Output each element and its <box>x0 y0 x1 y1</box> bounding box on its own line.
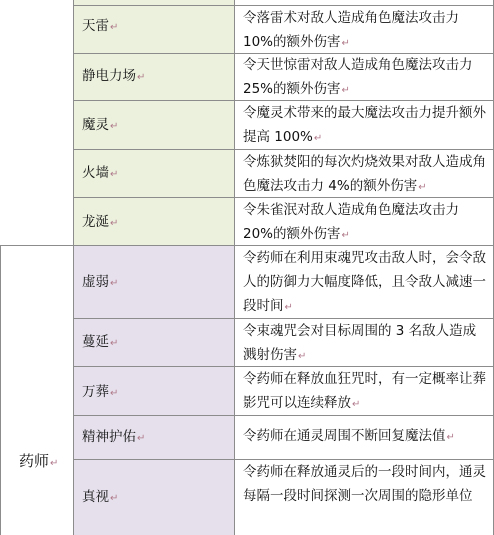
skill-description: 令天世惊雷对敌人造成角色魔法攻击力25%的额外伤害↵ <box>243 57 473 97</box>
skill-name: 龙涎↵ <box>82 214 119 230</box>
skill-description: 令药师在利用束魂咒攻击敌人时，会令敌人的防御力大幅度降低，且令敌人减速一段时间↵ <box>243 250 486 314</box>
class-label-healer: 药师↵ <box>19 452 59 470</box>
skill-name: 真视↵ <box>82 489 119 505</box>
skill-description: 令朱雀泯对敌人造成角色魔法攻击力20%的额外伤害↵ <box>243 202 459 242</box>
skill-name: 精神护佑↵ <box>82 429 146 445</box>
skill-description: 令药师在释放血狂咒时，有一定概率让葬影咒可以连续释放↵ <box>243 371 486 411</box>
skill-description: 令落雷术对敌人造成角色魔法攻击力10%的额外伤害↵ <box>243 10 459 50</box>
column-divider-name <box>234 0 235 535</box>
skill-description: 令药师在通灵周围不断回复魔法值↵ <box>243 428 455 444</box>
skill-name: 火墙↵ <box>82 165 119 181</box>
skill-name: 蔓延↵ <box>82 334 119 350</box>
skill-description: 令药师在释放通灵后的一段时间内，通灵每隔一段时间探测一次周围的隐形单位 <box>243 464 486 504</box>
skill-description: 令束魂咒会对目标周围的 3 名敌人造成溅射伤害↵ <box>243 323 477 363</box>
skill-description: 令炼狱焚阳的每次灼烧效果对敌人造成角色魔法攻击力 4%的额外伤害↵ <box>243 154 486 194</box>
skill-name: 静电力场↵ <box>82 68 146 84</box>
skill-name: 万葬↵ <box>82 384 119 400</box>
skill-name: 天雷↵ <box>82 18 119 34</box>
skill-description: 令魔灵术带来的最大魔法攻击力提升额外提高 100%↵ <box>243 105 486 145</box>
skill-name: 魔灵↵ <box>82 117 119 133</box>
skill-name: 虚弱↵ <box>82 274 119 290</box>
table-border-left <box>0 245 1 535</box>
column-divider-class <box>73 0 74 535</box>
